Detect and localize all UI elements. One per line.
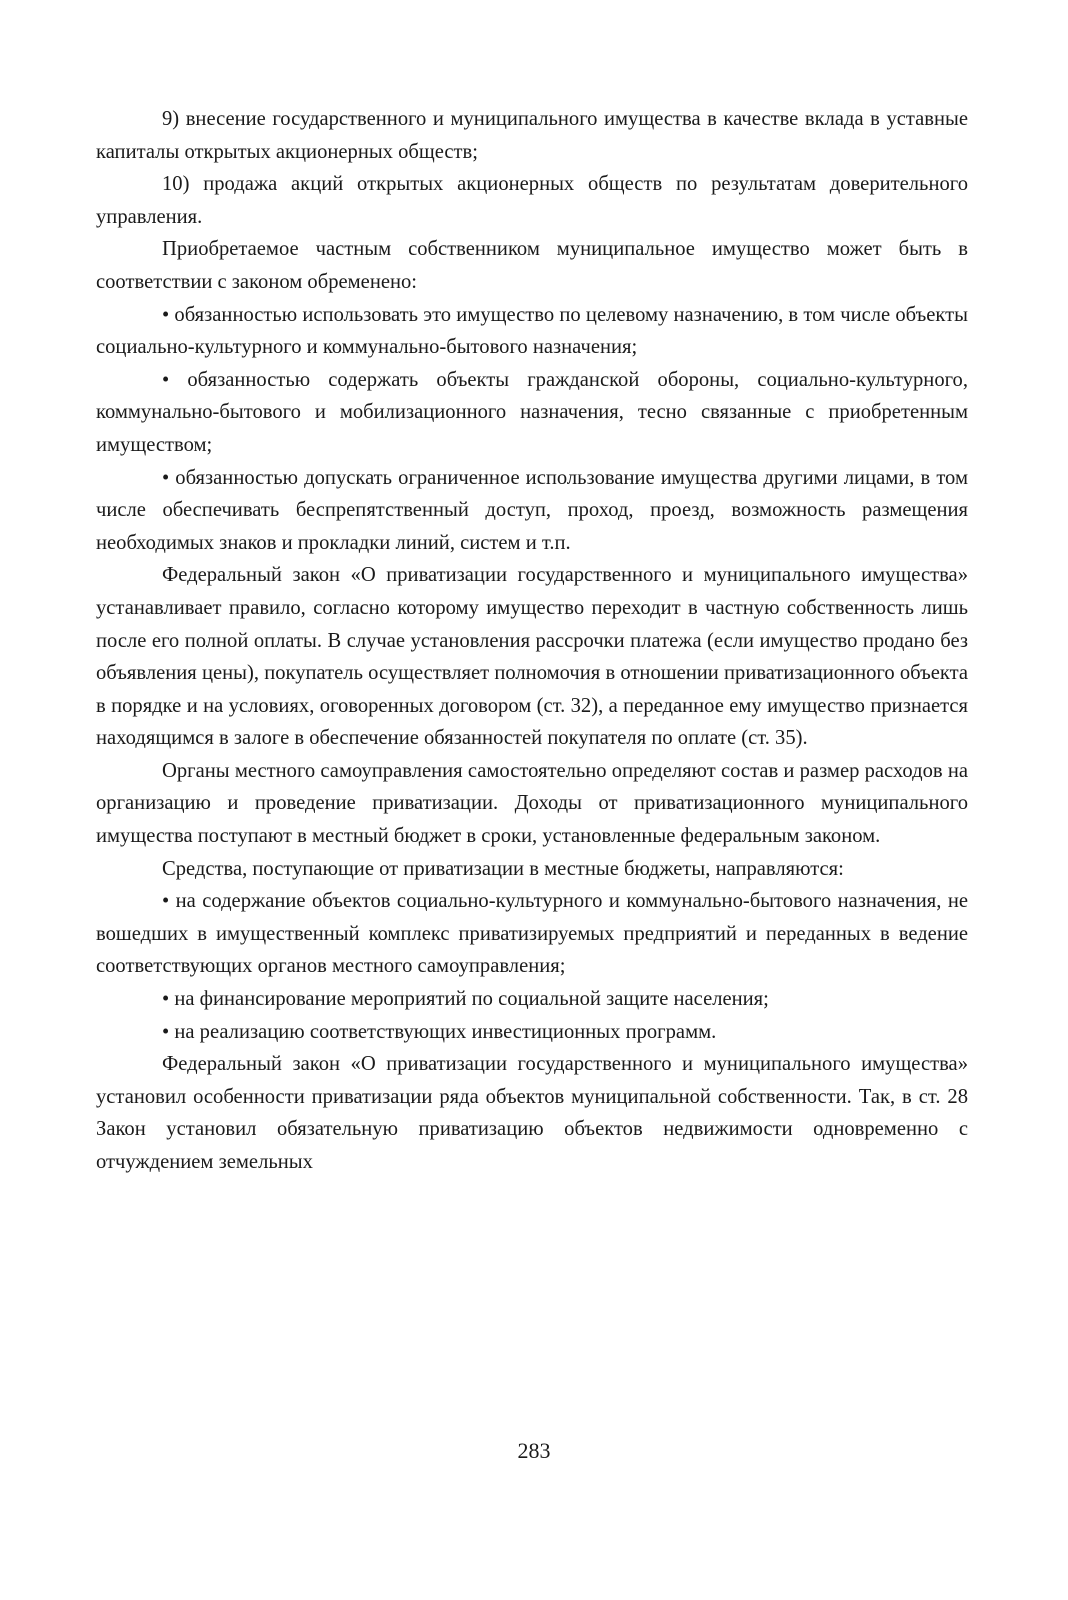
paragraph-federal-law-payment: Федеральный закон «О приватизации государственного и муниципального имущества» устанавливает правило, согласно которому имущество переходит в частную собственность лишь после его полной оплаты. В случае установления рассрочки платежа (если имущество продано без объявления цены), покупатель осуществляет полномочия в отношении приватизационного объекта в порядке и на условиях, оговоренных договором (ст. 32), а переданное ему имущество признается находящимся в залоге в обеспечение обязанностей покупателя по оплате (ст. 35). [96,564,968,750]
paragraph-federal-law-features: Федеральный закон «О приватизации государственного и муниципального имущества» установил особенности приватизации ряда объектов муниципальной собственности. Так, в ст. 28 Закон установил обязательную приватизацию объектов недвижимости одновременно с отчуждением земельных [96,1053,968,1173]
paragraph-encumbrance-intro: Приобретаемое частным собственником муниципальное имущество может быть в соответствии с законом обременено: [96,238,968,293]
page-number: 283 [517,1438,551,1463]
paragraph-funds-directed: Средства, поступающие от приватизации в местные бюджеты, направляются: [162,857,844,880]
bullet-maintenance-objects: • на содержание объектов социально-культурного и коммунально-бытового назначения, не вошедших в имущественный комплекс приватизируемых предприятий и переданных в ведение соответствующих органов местного самоуправления; [96,890,968,978]
page-body [96,103,968,1179]
paragraph-item-10: 10) продажа акций открытых акционерных обществ по результатам доверительного управления. [96,173,968,228]
bullet-investment-programs: • на реализацию соответствующих инвестиционных программ. [162,1020,717,1043]
bullet-social-protection: • на финансирование мероприятий по социальной защите населения; [162,988,769,1011]
bullet-limited-use: • обязанностью допускать ограниченное использование имущества другими лицами, в том числе обеспечивать беспрепятственный доступ, проход, проезд, возможность размещения необходимых знаков и прокладки линий, систем и т.п. [96,466,968,554]
paragraph-item-9: 9) внесение государственного и муниципального имущества в качестве вклада в уставные капиталы открытых акционерных обществ; [96,108,968,163]
paragraph-local-government-costs: Органы местного самоуправления самостоятельно определяют состав и размер расходов на организацию и проведение приватизации. Доходы от приватизационного муниципального имущества поступают в местный бюджет в сроки, установленные федеральным законом. [96,759,968,848]
bullet-maintain-objects: • обязанностью содержать объекты гражданской обороны, социально-культурного, коммунально-бытового и мобилизационного назначения, тесно связанные с приобретенным имуществом; [96,368,968,456]
bullet-use-purpose: • обязанностью использовать это имущество по целевому назначению, в том числе объекты социально-культурного и коммунально-бытового назначения; [96,303,968,359]
